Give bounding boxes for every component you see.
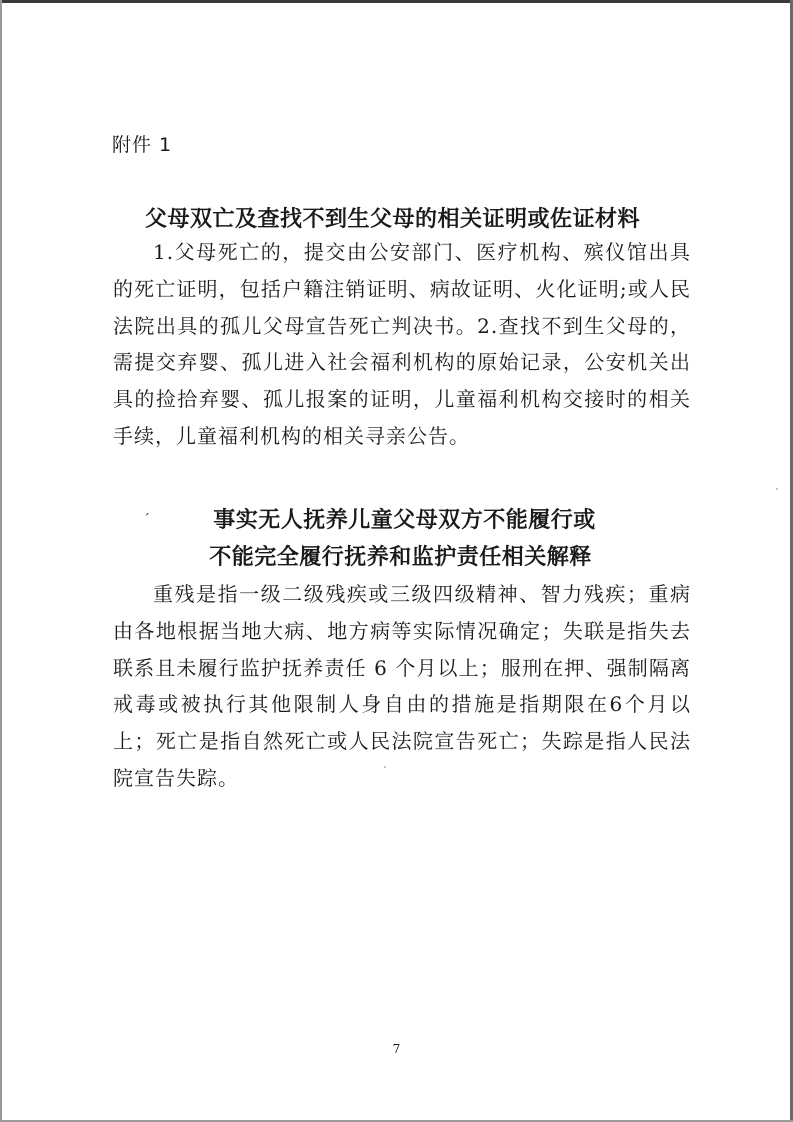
section2-heading-line2: 不能完全履行抚养和监护责任相关解释 — [209, 545, 592, 570]
scan-left-edge — [0, 0, 2, 1122]
scan-tick-mark: ˊ — [143, 512, 150, 528]
section1-heading: 父母双亡及查找不到生父母的相关证明或佐证材料 — [144, 207, 640, 232]
section1-body: 1.父母死亡的，提交由公安部门、医疗机构、殡仪馆出具的死亡证明，包括户籍注销证明、病故证明、火化证明;或人民法院出具的孤儿父母宣告死亡判决书。2.查找不到生父母的，需提交弃婴、孤儿进入社会福利机构的原始记录，公安机关出具的捡拾弃婴、孤儿报案的证明，儿童福利机构交接时的相关手续，儿童福利机构的相关寻亲公告。 — [113, 240, 691, 448]
scan-speck — [384, 766, 386, 768]
scan-speck — [776, 488, 778, 490]
page-number: 7 — [392, 1042, 401, 1056]
section2-heading-line1: 事实无人抚养儿童父母双方不能履行或 — [213, 508, 596, 533]
attachment-label: 附件 1 — [112, 134, 173, 156]
section2-body: 重残是指一级二级残疾或三级四级精神、智力残疾；重病由各地根据当地大病、地方病等实际情况确定；失联是指失去联系且未履行监护抚养责任 6 个月以上；服刑在押、强制隔离戒毒或被执行其他限制人身自由的措施是指期限在6个月以上；死亡是指自然死亡或人民法院宣告死亡；失踪是指人民法院宣告失踪。 — [113, 582, 691, 790]
scan-top-border — [0, 0, 793, 3]
